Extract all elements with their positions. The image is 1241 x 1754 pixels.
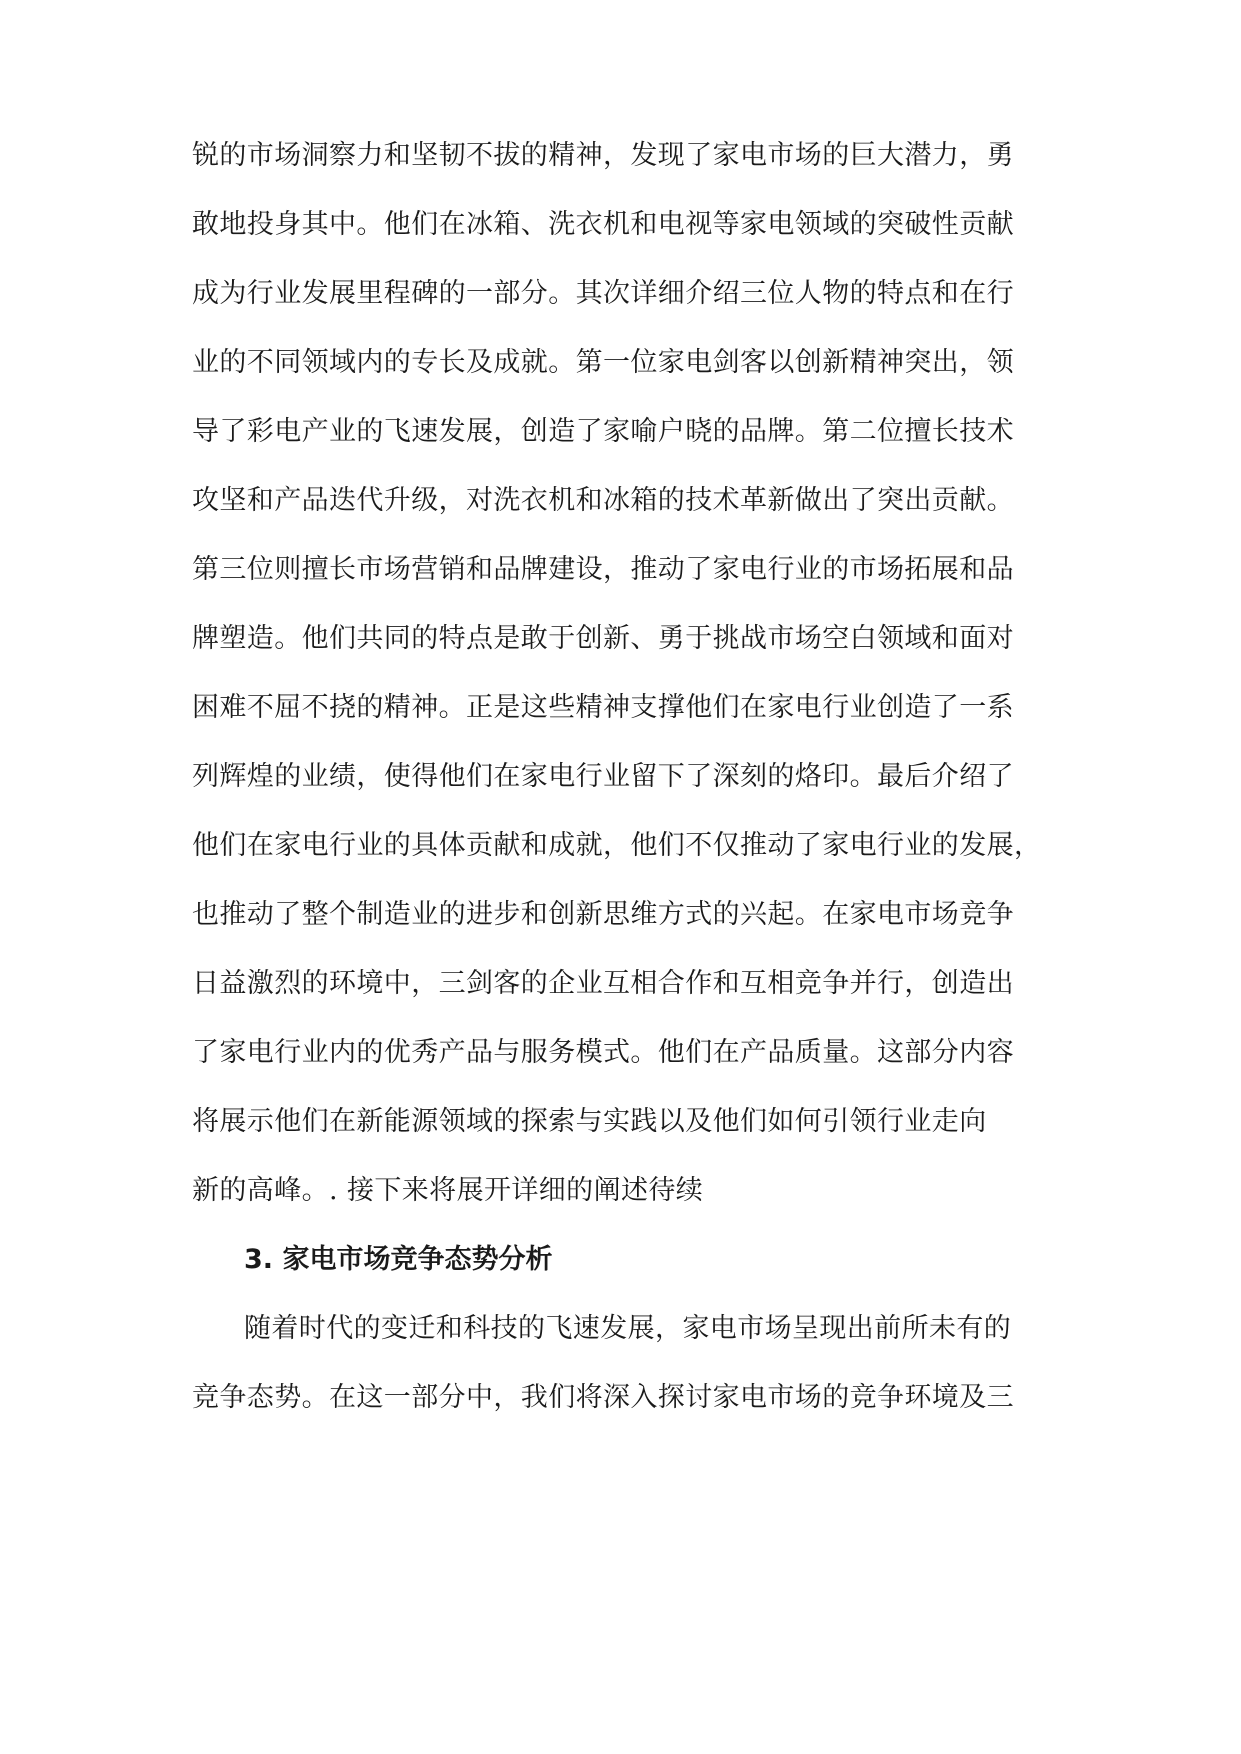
text-line: 日益激烈的环境中，三剑客的企业互相合作和互相竞争并行，创造出 xyxy=(192,968,1014,999)
text-line: 新的高峰。. 接下来将展开详细的阐述待续 xyxy=(192,1175,704,1206)
text-line: 竞争态势。在这一部分中，我们将深入探讨家电市场的竞争环境及三 xyxy=(192,1382,1014,1413)
text-line: 业的不同领域内的专长及成就。第一位家电剑客以创新精神突出，领 xyxy=(192,347,1014,378)
text-line: 困难不屈不挠的精神。正是这些精神支撑他们在家电行业创造了一系 xyxy=(192,692,1014,723)
text-line: 敢地投身其中。他们在冰箱、洗衣机和电视等家电领域的突破性贡献 xyxy=(192,209,1014,240)
section-heading: 3. 家电市场竞争态势分析 xyxy=(244,1244,553,1275)
text-line: 将展示他们在新能源领域的探索与实践以及他们如何引领行业走向 xyxy=(192,1106,987,1137)
text-line: 列辉煌的业绩，使得他们在家电行业留下了深刻的烙印。最后介绍了 xyxy=(192,761,1014,792)
text-line: 也推动了整个制造业的进步和创新思维方式的兴起。在家电市场竞争 xyxy=(192,899,1014,930)
text-line: 牌塑造。他们共同的特点是敢于创新、勇于挑战市场空白领域和面对 xyxy=(192,623,1014,654)
text-line: 了家电行业内的优秀产品与服务模式。他们在产品质量。这部分内容 xyxy=(192,1037,1014,1068)
text-line: 锐的市场洞察力和坚韧不拔的精神，发现了家电市场的巨大潜力，勇 xyxy=(192,140,1014,171)
text-line: 他们在家电行业的具体贡献和成就，他们不仅推动了家电行业的发展， xyxy=(192,830,1042,861)
text-line: 随着时代的变迁和科技的飞速发展，家电市场呈现出前所未有的 xyxy=(244,1313,1012,1344)
text-line: 第三位则擅长市场营销和品牌建设，推动了家电行业的市场拓展和品 xyxy=(192,554,1014,585)
text-line: 成为行业发展里程碑的一部分。其次详细介绍三位人物的特点和在行 xyxy=(192,278,1014,309)
text-line: 导了彩电产业的飞速发展，创造了家喻户晓的品牌。第二位擅长技术 xyxy=(192,416,1014,447)
text-line: 攻坚和产品迭代升级，对洗衣机和冰箱的技术革新做出了突出贡献。 xyxy=(192,485,1014,516)
